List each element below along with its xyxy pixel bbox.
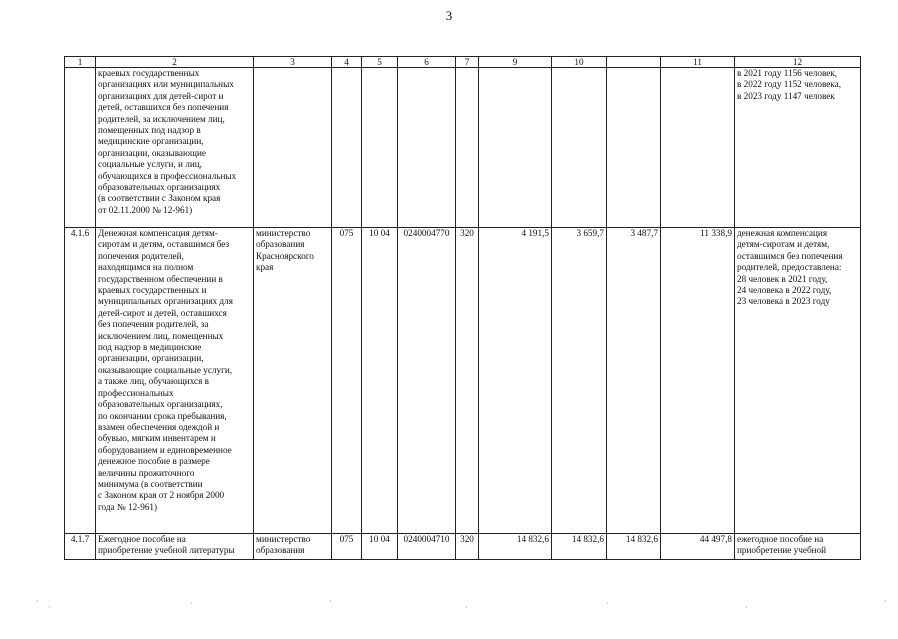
table-header-row [65,57,861,68]
vr-code: 320 [456,228,479,534]
header-cell: 1 [65,57,96,68]
grbs-code: 075 [332,534,362,560]
budget-table [64,56,861,560]
page-number: 3 [445,8,453,23]
vr-code: 320 [456,534,479,560]
vr-code [456,68,479,228]
measure-name: краевых государственных организациях или муниципальных организациях для детей-сирот и детей, оставшихся без попечения родителей, за исключением лиц, помещенных под надзор в медицинские организации, организации, оказывающие социальные услуги, и лиц, обучающихся в профессиональных образовательных организациях (в соответствии с Законом края от 02.11.2000 № 12-961) [96,68,254,228]
amount-2022: 3 659,7 [552,228,607,534]
csr-code: 0240004710 [398,534,456,560]
amount-2021 [479,68,552,228]
scan-speck: · [190,599,193,608]
scan-speck: · [606,599,609,608]
expected-result: денежная компенсация детям-сиротам и детям, оставшимся без попечения родителей, предоставлена: 28 человек в 2021 году, 24 человека в 2022 году, 23 человека в 2023 году [735,228,861,534]
table-row [65,534,861,560]
measure-name: Денежная компенсация детям- сиротам и детям, оставшимся без попечения родителей, находящимся на полном государственном обеспечении в краевых государственных и муниципальных организациях для детей-сирот и детей, оставшихся без попечения родителей, за исключением лиц, помещенных под надзор в медицинские организации, организации, оказывающие социальные услуги, а также лиц, обучающихся в профессиональных образовательных организациях, по окончании срока пребывания, взамен обеспечения одеждой и обувью, мягким инвентарем и оборудованием и единовременное денежное пособие в размере величины прожиточного минимума (в соответствии с Законом края от 2 ноября 2000 года № 12-961) [96,228,254,534]
measure-name: Ежегодное пособие на приобретение учебной литературы [96,534,254,560]
header-cell: 12 [735,57,861,68]
header-cell: 10 [552,57,607,68]
header-cell: 7 [456,57,479,68]
table-row [65,68,861,228]
header-cell: 3 [254,57,332,68]
table-row [65,228,861,534]
amount-2022 [552,68,607,228]
header-cell: 2 [96,57,254,68]
expected-result: ежегодное пособие на приобретение учебной [735,534,861,560]
amount-2021: 14 832,6 [479,534,552,560]
row-number: 4.1.6 [65,228,96,534]
grbs-code: 075 [332,228,362,534]
scan-speck: · [465,603,468,612]
grbs-code [332,68,362,228]
csr-code: 0240004770 [398,228,456,534]
amount-2023: 3 487,7 [607,228,661,534]
header-cell [607,57,661,68]
rzpr-code: 10 04 [362,534,398,560]
amount-2023 [607,68,661,228]
csr-code [398,68,456,228]
header-cell: 4 [332,57,362,68]
amount-total: 11 338,9 [661,228,735,534]
amount-total [661,68,735,228]
rzpr-code [362,68,398,228]
row-number: 4.1.7 [65,534,96,560]
scan-speck: · [329,597,332,606]
amount-2022: 14 832,6 [552,534,607,560]
header-cell: 9 [479,57,552,68]
amount-total: 44 497,8 [661,534,735,560]
executor: министерство образования Красноярского края [254,228,332,534]
executor [254,68,332,228]
expected-result: в 2021 году 1156 человек, в 2022 году 1152 человека, в 2023 году 1147 человек [735,68,861,228]
row-number [65,68,96,228]
scan-speck: · [745,603,748,612]
scan-speck: · [884,597,887,606]
amount-2021: 4 191,5 [479,228,552,534]
header-cell: 5 [362,57,398,68]
header-cell: 6 [398,57,456,68]
executor: министерство образования [254,534,332,560]
header-cell: 11 [661,57,735,68]
amount-2023: 14 832,6 [607,534,661,560]
scan-speck: · [36,597,39,606]
scan-speck: · [48,603,51,612]
rzpr-code: 10 04 [362,228,398,534]
